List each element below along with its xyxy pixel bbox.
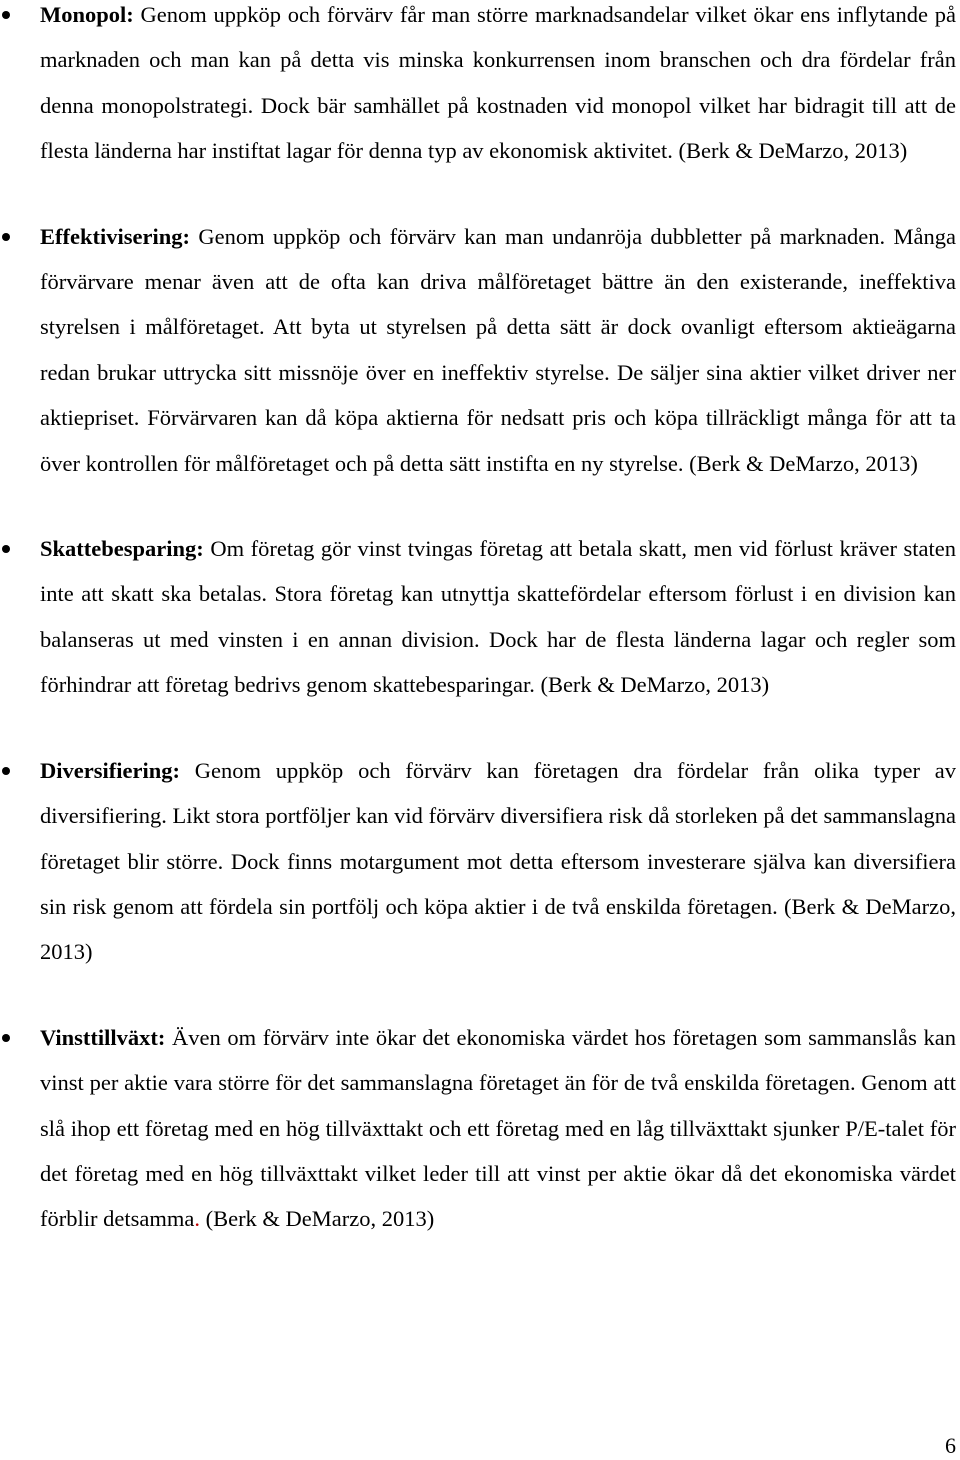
- term-label: Monopol:: [40, 2, 134, 27]
- list-item-vinsttillvaxt: [40, 1015, 956, 1242]
- term-label: Diversifiering:: [40, 757, 180, 783]
- item-citation: (Berk & DeMarzo, 2013): [199, 1206, 435, 1232]
- page-number: 6: [945, 1433, 956, 1458]
- list-item-monopol: [40, 0, 956, 174]
- item-text: Genom uppköp och förvärv kan företagen dra fördelar från olika typer av diversifiering. Likt stora portföljer kan vid förvärv diversifiera risk då storleken på det sammanslagna företaget blir större. Dock finns motargument mot detta eftersom investerare själva kan diversifiera sin risk genom att fördela sin portfölj och köpa aktier i de två enskilda företagen. (Berk & DeMarzo, 2013): [40, 757, 956, 965]
- list-item-diversifiering: [40, 748, 956, 975]
- end-mark: .: [194, 1206, 200, 1232]
- bullet-icon: [2, 1034, 10, 1042]
- term-label: Effektivisering:: [40, 223, 190, 249]
- list-item-skattebesparing: [40, 526, 956, 708]
- term-label: Skattebesparing:: [40, 536, 204, 562]
- bullet-icon: [2, 233, 10, 241]
- list-item-effektivisering: [40, 214, 956, 486]
- bullet-icon: [2, 767, 10, 775]
- item-text: Om företag gör vinst tvingas företag att betala skatt, men vid förlust kräver staten inte att skatt ska betalas. Stora företag kan utnyttja skattefördelar eftersom förlust i en division kan balanseras ut med vinsten i en annan division. Dock har de flesta länderna lagar och regler som förhindrar att företag bedrivs genom skattebesparingar. (Berk & DeMarzo, 2013): [40, 536, 956, 698]
- term-label: Vinsttillväxt:: [40, 1024, 166, 1050]
- item-text: Även om förvärv inte ökar det ekonomiska värdet hos företagen som sammanslås kan vinst per aktie vara större för det sammanslagna företaget än för de två enskilda företagen. Genom att slå ihop ett företag med en hög tillväxttakt och ett företag med en låg tillväxttakt sjunker P/E-talet för det företag med en hög tillväxttakt vilket leder till att vinst per aktie ökar då det ekonomiska värdet förblir detsamma: [40, 1024, 956, 1232]
- item-text: Genom uppköp och förvärv kan man undanröja dubbletter på marknaden. Många förvärvare menar även att de ofta kan driva målföretaget bättre än den existerande, ineffektiva styrelsen i målföretaget. Att byta ut styrelsen på detta sätt är dock ovanligt eftersom aktieägarna redan brukar uttrycka sitt missnöje över en ineffektiv styrelse. De säljer sina aktier vilket driver ner aktiepriset. Förvärvaren kan då köpa aktierna för nedsatt pris och köpa tillräckligt många för att ta över kontrollen för målföretaget och på detta sätt instifta en ny styrelse. (Berk & DeMarzo, 2013): [40, 223, 956, 476]
- bullet-icon: [2, 11, 10, 19]
- bullet-icon: [2, 545, 10, 553]
- bullet-list: [40, 0, 956, 1282]
- item-text: Genom uppköp och förvärv får man större marknadsandelar vilket ökar ens inflytande på marknaden och man kan på detta vis minska konkurrensen inom branschen och dra fördelar från denna monopolstrategi. Dock bär samhället på kostnaden vid monopol vilket har bidragit till att de flesta länderna har instiftat lagar för denna typ av ekonomisk aktivitet. (Berk & DeMarzo, 2013): [40, 2, 956, 164]
